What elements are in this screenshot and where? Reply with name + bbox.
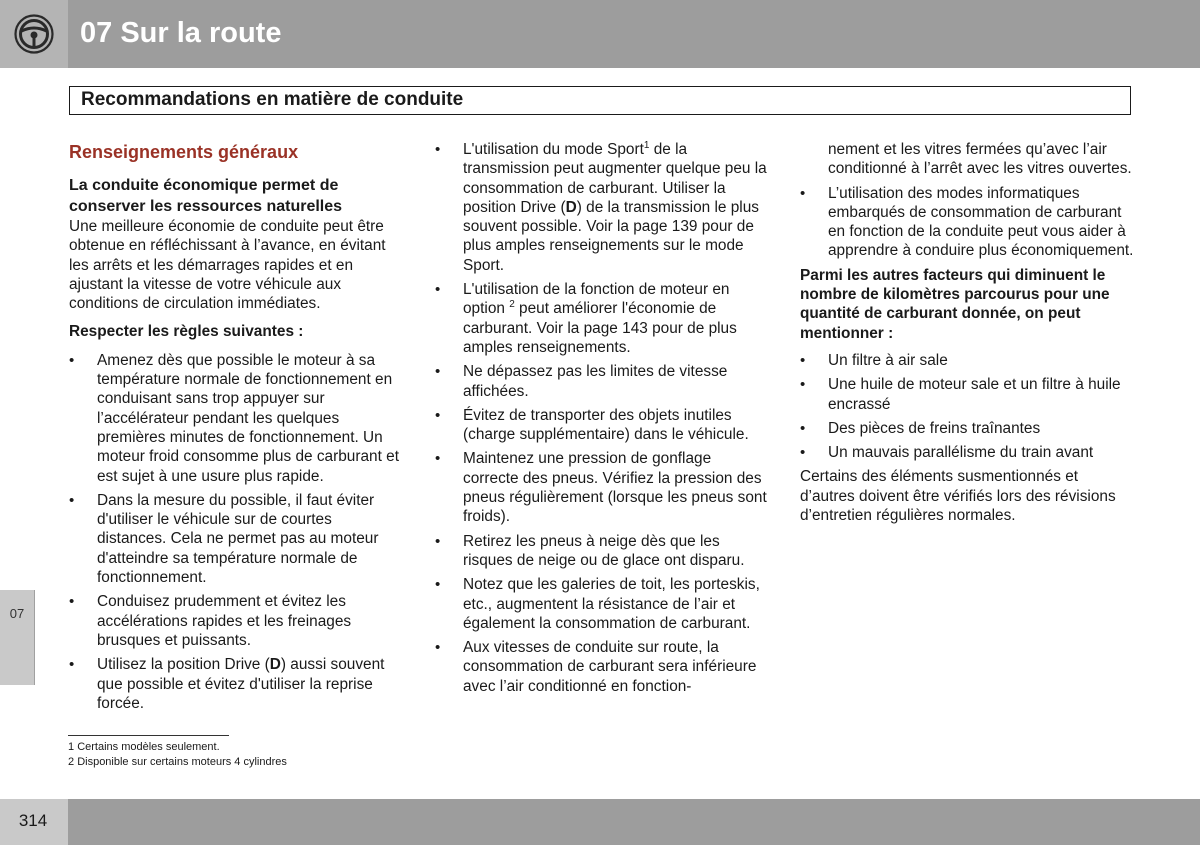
list-item: • Évitez de transporter des objets inutiles (charge supplémentaire) dans le véhicule.: [435, 406, 770, 445]
page-number-box: [0, 799, 68, 845]
list-item: • Des pièces de freins traînantes: [800, 419, 1135, 438]
list-item: • Amenez dès que possible le moteur à sa température normale de fonctionnement en conduisant sans trop appuyer sur l’accélérateur pendant les quelques premières minutes de fonctionnement. Un moteur froid consomme plus de carburant et est sujet à une usure plus rapide.: [69, 351, 402, 486]
heading-other-factors: Parmi les autres facteurs qui diminuent le nombre de kilomètres parcourus pour une quantité de carburant donnée, on peut mentionner :: [800, 266, 1110, 342]
list-item: • Retirez les pneus à neige dès que les risques de neige ou de glace ont disparu.: [435, 532, 770, 571]
column-3: [800, 140, 1135, 532]
footnote-divider: [68, 735, 229, 736]
chapter-title: 07 Sur la route: [80, 17, 282, 49]
text-fragment: de la transmission peut augmenter quelque peu la consommation de carburant. Utiliser la position Drive (: [463, 141, 767, 216]
text-fragment: L'utilisation de la fonction de moteur en option: [463, 281, 730, 318]
list-item: • Maintenez une pression de gonflage correcte des pneus. Vérifiez la pression des pneus régulièrement (lorsque les pneus sont froids).: [435, 449, 770, 526]
page-footer: [0, 799, 1200, 845]
intro-paragraph: Une meilleure économie de conduite peut être obtenue en réfléchissant à l’avance, en évitant les arrêts et les démarrages rapides et en ajustant la vitesse de votre véhicule aux conditions de circulation immédiates.: [69, 218, 386, 313]
text-fragment: L'utilisation du mode Sport: [463, 141, 644, 158]
section-title: Recommandations en matière de conduite: [81, 89, 464, 110]
list-item: [435, 280, 770, 357]
list-item: • Un filtre à air sale: [800, 351, 1135, 370]
tips-list: [435, 140, 770, 696]
list-item: • Ne dépassez pas les limites de vitesse affichées.: [435, 362, 770, 401]
column-1: [69, 140, 402, 718]
side-tab-label: 07: [9, 606, 25, 621]
footnote-ref: 1: [643, 139, 650, 151]
list-item: • L’utilisation des modes informatiques embarqués de consommation de carburant en fonction de la conduite peut vous aider à apprendre à conduire plus économiquement.: [800, 184, 1135, 261]
footnote-ref: 2: [509, 299, 515, 311]
list-item: • Conduisez prudemment et évitez les accélérations rapides et les freinages brusques et puissants.: [69, 592, 402, 650]
footnotes: [68, 740, 287, 770]
footnote-number: 1: [68, 741, 75, 753]
text-fragment: Utilisez la position Drive (: [97, 656, 270, 674]
continued-list: [800, 140, 1135, 261]
footnote-number: 2: [68, 756, 75, 768]
chapter-header: [0, 0, 1200, 68]
list-item: [435, 140, 770, 275]
page-number: 314: [18, 811, 48, 830]
list-item: [69, 655, 402, 713]
list-item: • Dans la mesure du possible, il faut éviter d'utiliser le véhicule sur de courtes distances. Cela ne permet pas au moteur d'atteindre sa température normale de fonctionnement.: [69, 491, 402, 587]
footnote-text: Certains modèles seulement.: [77, 741, 220, 753]
subhead-general-info: Renseignements généraux: [69, 142, 299, 162]
list-item: • Aux vitesses de conduite sur route, la consommation de carburant sera inférieure avec l’air conditionné en fonction-: [435, 638, 770, 696]
list-item: • Notez que les galeries de toit, les porteskis, etc., augmentent la résistance de l’air et également la consommation de carburant.: [435, 575, 770, 633]
heading-rules: Respecter les règles suivantes :: [69, 323, 304, 341]
list-item: • Un mauvais parallélisme du train avant: [800, 443, 1135, 462]
factors-list: [800, 351, 1135, 462]
drive-key: D: [565, 198, 577, 216]
section-title-box: [69, 86, 1131, 115]
drive-key: D: [269, 656, 281, 674]
chapter-side-tab: [0, 590, 35, 685]
footnote-1: [68, 740, 287, 755]
list-item: • Une huile de moteur sale et un filtre à huile encrassé: [800, 375, 1135, 414]
heading-economic-driving: La conduite économique permet de conserver les ressources naturelles: [69, 177, 343, 215]
list-item-continued: nement et les vitres fermées qu’avec l’air conditionné à l’arrêt avec les vitres ouvertes.: [828, 141, 1132, 178]
text-fragment: ) de la transmission le plus souvent possible. Voir la page 139 pour de plus amples renseignements sur le mode Sport.: [463, 198, 759, 274]
steering-wheel-icon: [14, 14, 54, 54]
column-2: [435, 140, 770, 701]
closing-paragraph: Certains des éléments susmentionnés et d’autres doivent être vérifiés lors des révisions d’entretien régulières normales.: [800, 468, 1116, 525]
footnote-2: [68, 755, 287, 770]
chapter-icon-box: [0, 0, 68, 68]
text-fragment: ) aussi souvent que possible et évitez d'utiliser la reprise forcée.: [97, 656, 385, 712]
rules-list: [69, 351, 402, 713]
text-fragment: peut améliorer l'économie de carburant. Voir la page 143 pour de plus amples renseignements.: [463, 300, 737, 356]
footnote-text: Disponible sur certains moteurs 4 cylindres: [77, 756, 287, 768]
